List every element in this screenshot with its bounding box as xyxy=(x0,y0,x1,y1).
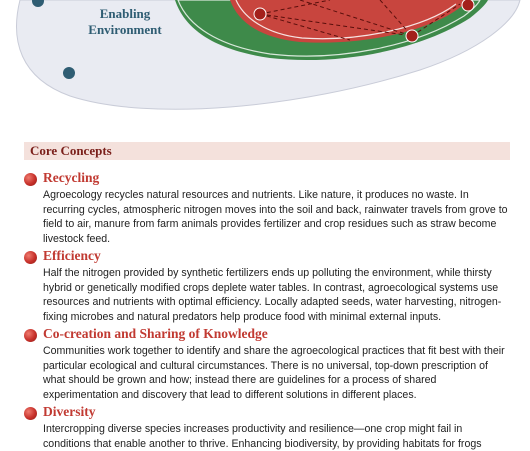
red-node xyxy=(462,0,474,11)
concept-title: Diversity xyxy=(43,404,96,419)
label-line-1: Enabling xyxy=(99,6,151,21)
concept-body: Intercropping diverse species increases productivity and resilience—one crop might fail in conditions that enable another to thrive. Enhancing biodiversity, by providing habitats for frogs xyxy=(43,423,482,450)
blue-node xyxy=(63,67,75,79)
label-line-2: Environment xyxy=(88,22,162,37)
red-bullet-icon xyxy=(24,407,37,420)
red-bullet-icon xyxy=(24,173,37,186)
concept-body: Communities work together to identify and share the agroecological practices that fit best with their particular ecological and cultural circumstances. There is no universal, top-down prescription of what should be grown and how; instead there are guidelines for a process of shared experimentation and discovery that lead to different solutions in different places. xyxy=(43,345,505,401)
concept-title: Recycling xyxy=(43,170,100,185)
concept-title: Efficiency xyxy=(43,248,101,263)
red-node xyxy=(406,30,418,42)
core-concepts-header xyxy=(24,142,510,160)
enabling-environment-label xyxy=(70,6,180,38)
red-node xyxy=(254,8,266,20)
red-bullet-icon xyxy=(24,329,37,342)
concept-body: Half the nitrogen provided by synthetic fertilizers ends up polluting the environment, while thirsty hybrid or genetically modified crops deplete water tables. In contrast, agroecological systems use resources and nutrients with optimal efficiency. Locally adapted seeds, water harvesting, nitrogen-fixing microbes and natural predators help produce food with minimal external inputs. xyxy=(43,267,502,323)
concept-title: Co-creation and Sharing of Knowledge xyxy=(43,326,268,341)
agroecology-diagram xyxy=(0,0,530,130)
section-title: Core Concepts xyxy=(30,143,112,158)
red-bullet-icon xyxy=(24,251,37,264)
concept-body: Agroecology recycles natural resources and nutrients. Like nature, it produces no waste. In recurring cycles, atmospheric nitrogen moves into the soil and back, rainwater travels from grove to field to air, manure from farm animals provides fertilizer and crop residues such as straw become livestock feed. xyxy=(43,189,508,245)
